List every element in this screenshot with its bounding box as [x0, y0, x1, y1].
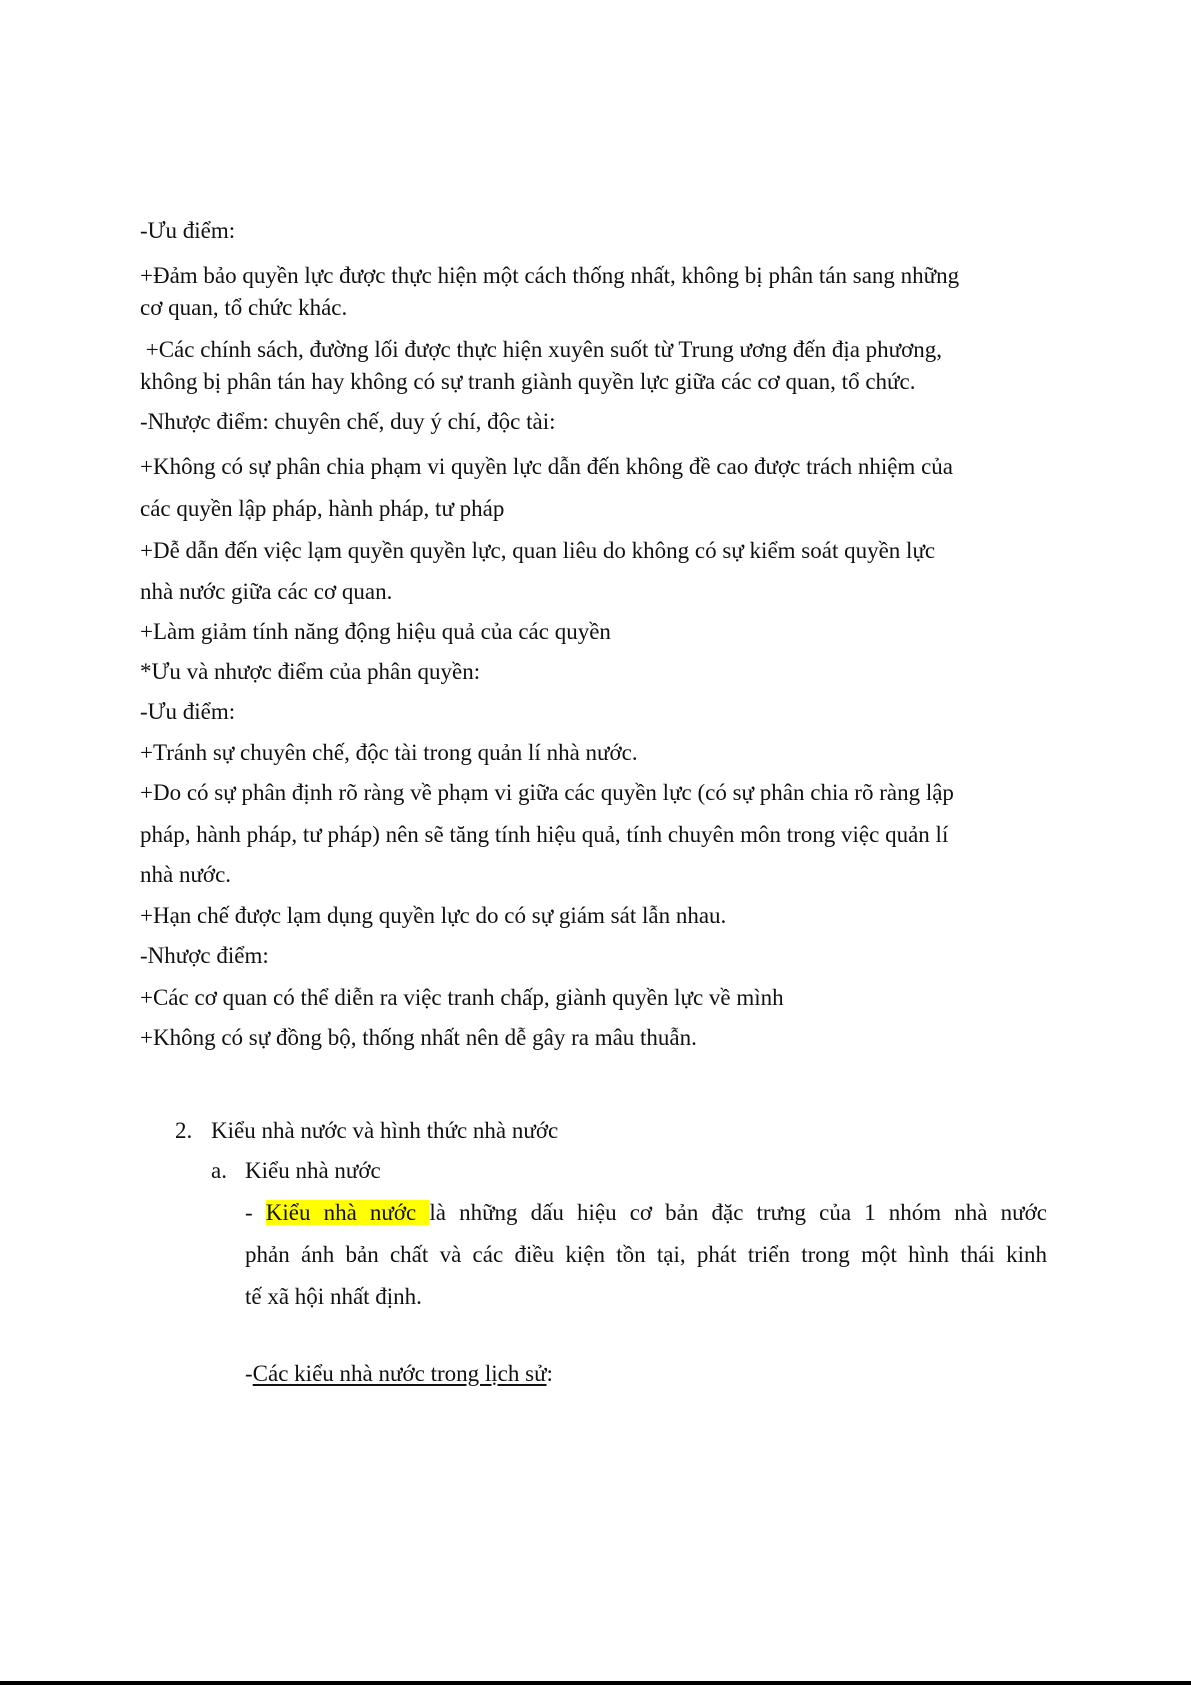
text-line: nhà nước giữa các cơ quan.	[140, 579, 393, 604]
text-line: +Không có sự đồng bộ, thống nhất nên dễ gây ra mâu thuẫn.	[140, 1025, 697, 1050]
definition-line: tế xã hội nhất định.	[245, 1284, 422, 1309]
text-line: +Tránh sự chuyên chế, độc tài trong quản lí nhà nước.	[140, 740, 638, 765]
definition-line: phản ánh bản chất và các điều kiện tồn tại, phát triển trong một hình thái kinh	[245, 1242, 1047, 1267]
definition-dash: -	[245, 1200, 266, 1225]
text-line: *Ưu và nhược điểm của phân quyền:	[140, 659, 481, 684]
text-line: +Do có sự phân định rõ ràng về phạm vi giữa các quyền lực (có sự phân chia rõ ràng lập	[140, 780, 954, 805]
history-text: Các kiểu nhà nước trong lịch sử	[252, 1361, 547, 1386]
text-line: -Ưu điểm:	[140, 218, 236, 243]
section-heading	[175, 1118, 559, 1143]
definition-text: là những dấu hiệu cơ bản đặc trưng của 1 nhóm nhà nước	[429, 1200, 1047, 1225]
subheading-letter: a.	[211, 1158, 227, 1183]
text-line: nhà nước.	[140, 862, 232, 887]
history-dash: -	[245, 1361, 253, 1386]
page-bottom-divider	[0, 1681, 1191, 1685]
text-line: pháp, hành pháp, tư pháp) nên sẽ tăng tính hiệu quả, tính chuyên môn trong việc quản lí	[140, 822, 949, 847]
text-line: +Hạn chế được lạm dụng quyền lực do có sự giám sát lẫn nhau.	[140, 903, 727, 928]
text-line: +Các chính sách, đường lối được thực hiện xuyên suốt từ Trung ương đến địa phương,	[140, 337, 943, 362]
text-line: -Nhược điểm: chuyên chế, duy ý chí, độc tài:	[140, 409, 556, 434]
highlighted-term: Kiểu nhà nước	[265, 1200, 430, 1225]
heading-text: Kiểu nhà nước và hình thức nhà nước	[211, 1118, 559, 1143]
text-line: -Nhược điểm:	[140, 943, 269, 968]
text-line: không bị phân tán hay không có sự tranh giành quyền lực giữa các cơ quan, tổ chức.	[140, 369, 916, 394]
subheading-text: Kiểu nhà nước	[245, 1158, 381, 1183]
history-types-line	[245, 1362, 553, 1385]
text-line: +Không có sự phân chia phạm vi quyền lực dẫn đến không đề cao được trách nhiệm của	[140, 454, 953, 479]
subsection-heading	[211, 1158, 381, 1183]
text-line: +Các cơ quan có thể diễn ra việc tranh chấp, giành quyền lực về mình	[140, 985, 784, 1010]
text-line: +Dễ dẫn đến việc lạm quyền quyền lực, quan liêu do không có sự kiểm soát quyền lực	[140, 538, 936, 563]
text-line: +Đảm bảo quyền lực được thực hiện một cách thống nhất, không bị phân tán sang những	[140, 263, 960, 288]
definition-line	[245, 1201, 1047, 1224]
text-line: cơ quan, tổ chức khác.	[140, 295, 348, 320]
text-line: +Làm giảm tính năng động hiệu quả của các quyền	[140, 619, 611, 644]
heading-number: 2.	[175, 1118, 193, 1143]
text-line: -Ưu điểm:	[140, 699, 236, 724]
text-line: các quyền lập pháp, hành pháp, tư pháp	[140, 496, 505, 521]
history-colon: :	[546, 1361, 553, 1386]
